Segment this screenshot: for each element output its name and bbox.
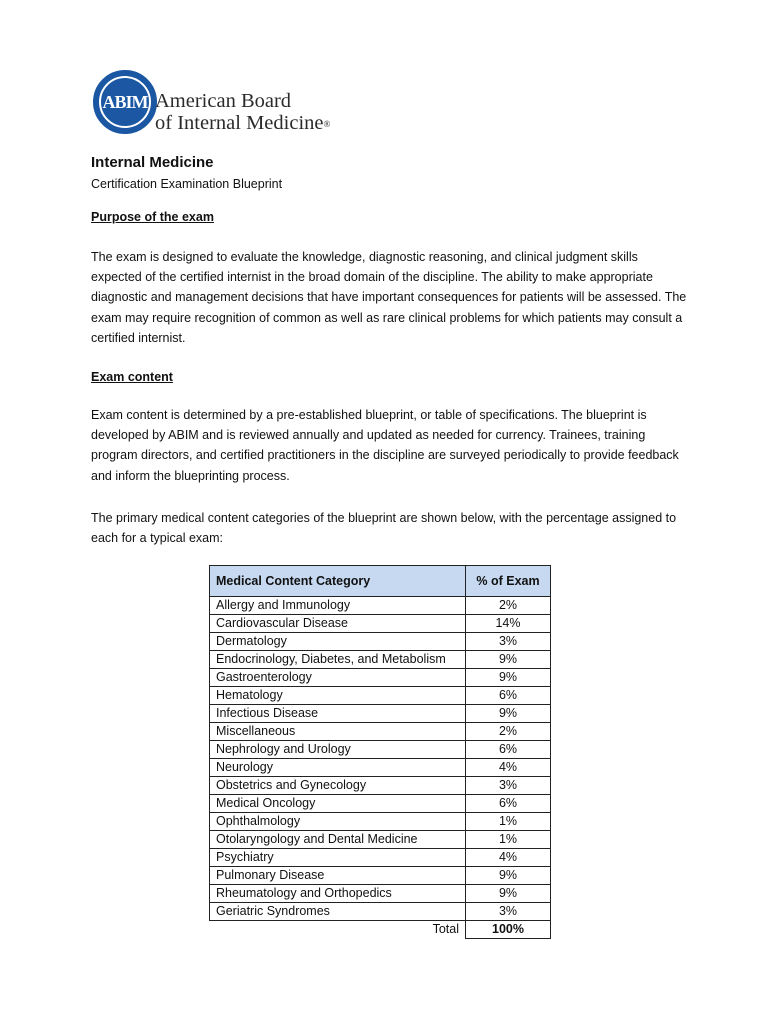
category-cell: Nephrology and Urology [210,741,466,759]
category-cell: Miscellaneous [210,723,466,741]
table-row [210,759,551,777]
table-body [210,597,551,939]
percent-cell: 6% [466,795,551,813]
exam-content-heading: Exam content [91,370,173,384]
category-cell: Hematology [210,687,466,705]
abim-logo [93,70,353,136]
category-cell: Psychiatry [210,849,466,867]
logo-line-1: American Board [155,90,292,112]
category-cell: Medical Oncology [210,795,466,813]
table-header-row [210,566,551,597]
category-cell: Pulmonary Disease [210,867,466,885]
percent-cell: 6% [466,741,551,759]
table-row [210,867,551,885]
category-cell: Allergy and Immunology [210,597,466,615]
table-row [210,633,551,651]
categories-intro-paragraph: The primary medical content categories of the blueprint are shown below, with the percentage assigned to each for a typical exam: [91,511,677,546]
percent-cell: 3% [466,777,551,795]
percent-cell: 2% [466,723,551,741]
abim-seal-icon [93,70,157,134]
percent-cell: 9% [466,705,551,723]
table-row [210,849,551,867]
percent-cell: 9% [466,885,551,903]
table-row [210,777,551,795]
percent-cell: 4% [466,759,551,777]
percent-cell: 6% [466,687,551,705]
category-cell: Geriatric Syndromes [210,903,466,921]
purpose-paragraph: The exam is designed to evaluate the knowledge, diagnostic reasoning, and clinical judgment skills expected of the certified internist in the broad domain of the discipline. The ability to make appropriate diagnostic and management decisions that have important consequences for patients will be assessed. The exam may require recognition of common as well as rare clinical problems for which patients may consult a certified internist. [91,250,687,345]
percent-cell: 2% [466,597,551,615]
percent-cell: 3% [466,633,551,651]
table-row [210,723,551,741]
table-row [210,813,551,831]
table-row [210,651,551,669]
percent-cell: 9% [466,669,551,687]
category-cell: Obstetrics and Gynecology [210,777,466,795]
logo-line-2: of Internal Medicine [155,112,324,134]
header-percent: % of Exam [466,566,551,597]
table-row [210,831,551,849]
table-row [210,795,551,813]
category-cell: Rheumatology and Orthopedics [210,885,466,903]
percent-cell: 1% [466,831,551,849]
category-cell: Neurology [210,759,466,777]
total-percent: 100% [466,921,551,939]
percent-cell: 4% [466,849,551,867]
purpose-heading: Purpose of the exam [91,210,214,224]
seal-letters: ABIM [102,91,148,112]
total-row [210,921,551,939]
table-row [210,687,551,705]
page-subtitle: Certification Examination Blueprint [91,177,283,191]
table-row [210,669,551,687]
blueprint-table [209,565,551,939]
percent-cell: 14% [466,615,551,633]
table-row [210,741,551,759]
page-title: Internal Medicine [91,154,214,171]
percent-cell: 9% [466,867,551,885]
total-label: Total [432,922,459,937]
percent-cell: 9% [466,651,551,669]
logo-wordmark [155,90,330,134]
table-row [210,903,551,921]
table-row [210,597,551,615]
category-cell: Infectious Disease [210,705,466,723]
category-cell: Endocrinology, Diabetes, and Metabolism [210,651,466,669]
exam-content-paragraph: Exam content is determined by a pre-established blueprint, or table of specifications. The blueprint is developed by ABIM and is reviewed annually and updated as needed for currency. Trainees, training program directors, and certified practitioners in the discipline are surveyed periodically to provide feedback and inform the blueprinting process. [91,408,679,483]
category-cell: Dermatology [210,633,466,651]
table-row [210,615,551,633]
trademark-symbol: ® [323,119,331,129]
category-cell: Otolaryngology and Dental Medicine [210,831,466,849]
category-cell: Gastroenterology [210,669,466,687]
category-cell: Ophthalmology [210,813,466,831]
percent-cell: 3% [466,903,551,921]
table-row [210,705,551,723]
category-cell: Cardiovascular Disease [210,615,466,633]
percent-cell: 1% [466,813,551,831]
header-category: Medical Content Category [210,566,466,597]
table-row [210,885,551,903]
